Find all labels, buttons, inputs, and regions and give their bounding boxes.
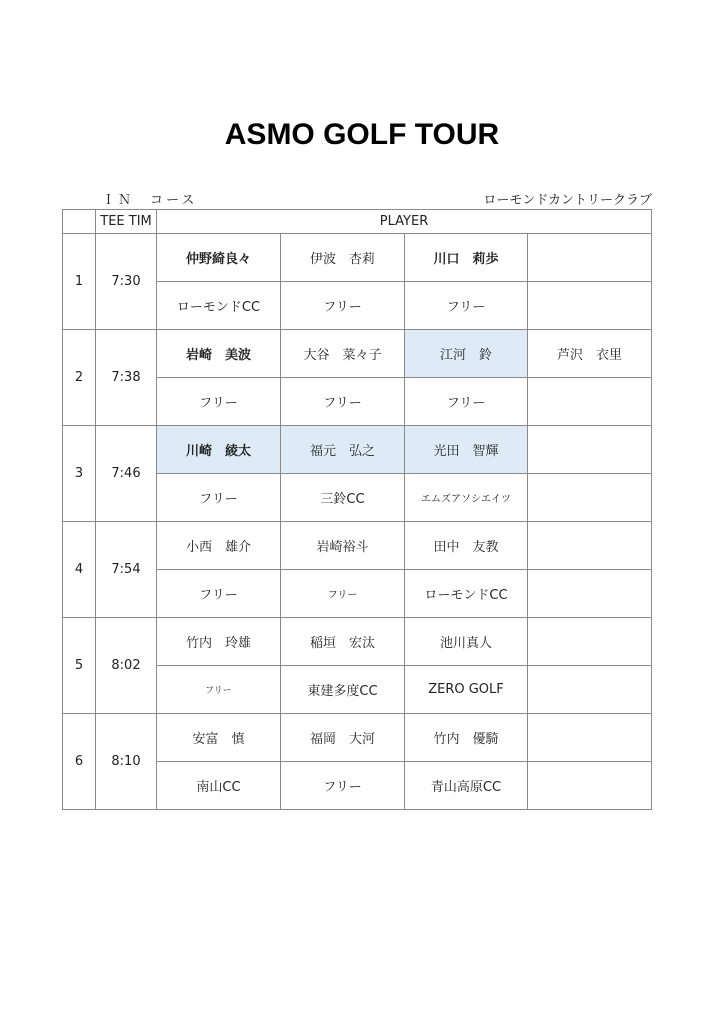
player-club: 東建多度CC	[281, 666, 405, 714]
player-club: 青山高原CC	[405, 762, 528, 810]
player-name	[528, 426, 652, 474]
header-tee-time: TEE TIM	[96, 210, 157, 234]
group-number: 1	[63, 234, 96, 330]
player-club: フリー	[157, 570, 281, 618]
player-name	[528, 714, 652, 762]
table-row	[63, 522, 652, 570]
player-club: フリー	[281, 570, 405, 618]
player-name: 竹内 玲雄	[157, 618, 281, 666]
player-club: フリー	[157, 474, 281, 522]
header-no	[63, 210, 96, 234]
player-name: 芦沢 衣里	[528, 330, 652, 378]
header-player: PLAYER	[157, 210, 652, 234]
group-number: 4	[63, 522, 96, 618]
group-number: 5	[63, 618, 96, 714]
player-name: 川崎 綾太	[157, 426, 281, 474]
player-club	[528, 570, 652, 618]
player-name: 安富 慎	[157, 714, 281, 762]
player-name	[528, 522, 652, 570]
table-row	[63, 714, 652, 762]
player-name: 江河 鈴	[405, 330, 528, 378]
player-club: ローモンドCC	[405, 570, 528, 618]
player-club: フリー	[157, 378, 281, 426]
player-club: フリー	[281, 762, 405, 810]
tee-time-table	[62, 209, 652, 810]
player-name: 田中 友教	[405, 522, 528, 570]
player-club: 三鈴CC	[281, 474, 405, 522]
player-name: 川口 莉歩	[405, 234, 528, 282]
tee-time: 8:10	[96, 714, 157, 810]
group-number: 6	[63, 714, 96, 810]
course-label: ＩＮ コース	[102, 193, 198, 208]
tee-time: 7:30	[96, 234, 157, 330]
player-club: エムズアソシエイツ	[405, 474, 528, 522]
header-row	[63, 210, 652, 234]
player-club: フリー	[281, 378, 405, 426]
player-club: ローモンドCC	[157, 282, 281, 330]
player-club: フリー	[405, 378, 528, 426]
tee-time: 7:38	[96, 330, 157, 426]
page-title: ASMO GOLF TOUR	[224, 118, 500, 151]
player-club	[528, 282, 652, 330]
table-row	[63, 330, 652, 378]
venue-label: ローモンドカントリークラブ	[483, 193, 652, 208]
table-row	[63, 426, 652, 474]
player-name	[528, 234, 652, 282]
player-club	[528, 762, 652, 810]
player-club: フリー	[157, 666, 281, 714]
player-name	[528, 618, 652, 666]
table-row	[63, 234, 652, 282]
player-club: フリー	[405, 282, 528, 330]
player-name: 福元 弘之	[281, 426, 405, 474]
player-name: 竹内 優騎	[405, 714, 528, 762]
player-club: 南山CC	[157, 762, 281, 810]
player-name: 福岡 大河	[281, 714, 405, 762]
player-name: 光田 智輝	[405, 426, 528, 474]
player-club	[528, 474, 652, 522]
tee-time: 8:02	[96, 618, 157, 714]
player-club: ZERO GOLF	[405, 666, 528, 714]
player-name: 池川真人	[405, 618, 528, 666]
player-name: 伊波 杏莉	[281, 234, 405, 282]
player-name: 仲野綺良々	[157, 234, 281, 282]
player-club: フリー	[281, 282, 405, 330]
group-number: 3	[63, 426, 96, 522]
player-club	[528, 378, 652, 426]
tee-time: 7:46	[96, 426, 157, 522]
player-name: 岩崎裕斗	[281, 522, 405, 570]
player-name: 小西 雄介	[157, 522, 281, 570]
player-name: 稲垣 宏汰	[281, 618, 405, 666]
player-name: 大谷 菜々子	[281, 330, 405, 378]
player-name: 岩崎 美波	[157, 330, 281, 378]
player-club	[528, 666, 652, 714]
group-number: 2	[63, 330, 96, 426]
tee-time: 7:54	[96, 522, 157, 618]
table-row	[63, 618, 652, 666]
